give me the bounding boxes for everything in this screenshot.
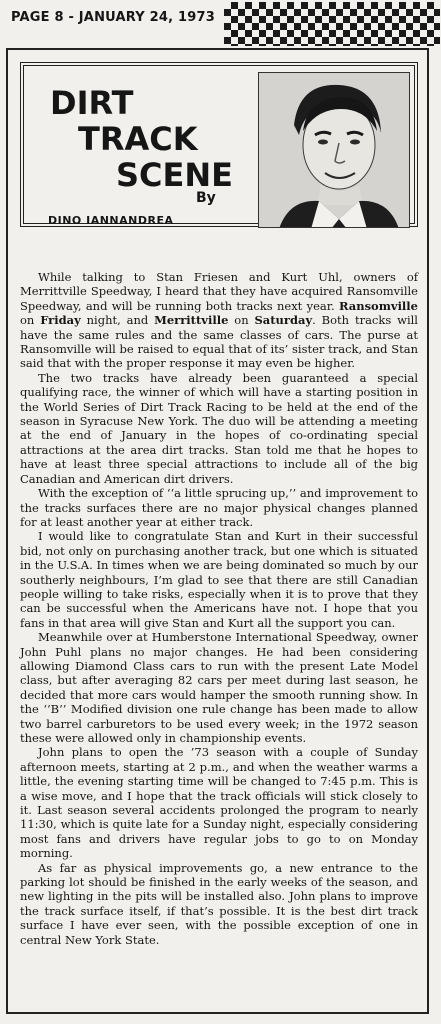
article-paragraph-6: John plans to open the ’73 season with a couple of Sunday afternoon meets, starting at 2 p.m., and when the weather warms a little, the evening starting time will be changed to 7:45 p.m. This is a wise move, and I hope that the track officials will stick closely to it. Last season several accidents prolonged the program to nearly 11:30, which is quite late for a Sunday night, especially considering most fans and drivers have regular jobs to go to on Monday morning. <box>20 745 418 861</box>
article-column <box>6 48 429 1014</box>
title-line-scene: SCENE <box>116 156 234 194</box>
author-name: DINO IANNANDREA <box>48 214 174 227</box>
portrait-illustration <box>259 73 410 228</box>
column-title-box <box>20 62 418 227</box>
author-photo-icon <box>258 72 410 228</box>
article-paragraph-4: I would like to congratulate Stan and Kurt in their successful bid, not only on purchasing another track, but one which is situated in the U.S.A. In times when we are being dominated so much by our southerly neighbours, I’m glad to see that there are still Canadian people willing to take risks, especially when it is to prove that they can be successful when the Americans have not. I hope that you fans in that area will give Stan and Kurt all the support you can. <box>20 529 418 630</box>
title-line-dirt: DIRT <box>50 84 134 122</box>
byline-by: By <box>196 190 216 206</box>
article-paragraph-7: As far as physical improvements go, a new entrance to the parking lot should be finished in the early weeks of the season, and new lighting in the pits will be installed also. John plans to improve the track surface itself, if that’s possible. It is the best dirt track surface I have ever seen, with the possible exception of one in central New York State. <box>20 860 418 947</box>
page-header <box>0 0 441 40</box>
article-paragraph-2: The two tracks have already been guaranteed a special qualifying race, the winner of which will have a starting position in the World Series of Dirt Track Racing to be held at the end of the season in Syracuse New York. The duo will be attending a meeting at the end of January in the hopes of co-ordinating special attractions at the area dirt tracks. Stan told me that he hopes to have at least three special attractions to include all of the big Canadian and American dirt drivers. <box>20 370 418 486</box>
title-line-track: TRACK <box>78 120 198 158</box>
page-date-line: PAGE 8 - JANUARY 24, 1973 <box>11 10 215 25</box>
article-paragraph-1: While talking to Stan Friesen and Kurt Uhl, owners of Merrittville Speedway, I heard that they have acquired Ransomville Speedway, and will be running both tracks next year. Ransomville on Friday night, and Merrittville on Saturday. Both tracks will have the same rules and the same classes of cars. The purse at Ransomville will be raised to equal that of its’ sister track, and Stan said that with the proper response it may even be higher. <box>20 270 418 371</box>
checkered-flag-icon <box>224 2 440 46</box>
article-paragraph-5: Meanwhile over at Humberstone International Speedway, owner John Puhl plans no major changes. He had been considering allowing Diamond Class cars to run with the present Late Model class, but after averaging 82 cars per meet during last season, he decided that more cars would hamper the smooth running show. In the ‘‘B’’ Modified division one rule change has been made to allow two barrel carburetors to be used every week; in the 1972 season these were allowed only in championship events. <box>20 630 418 745</box>
article-body <box>20 270 418 947</box>
article-paragraph-3: With the exception of ‘‘a little sprucing up,’’ and improvement to the tracks surfaces there are no major physical changes planned for at least another year at either track. <box>20 486 418 529</box>
